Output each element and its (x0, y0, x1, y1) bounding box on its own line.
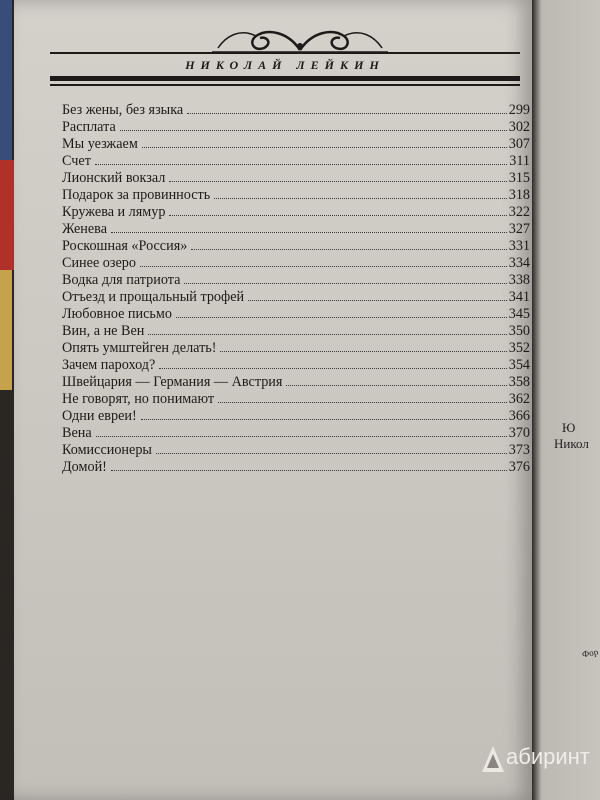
header-rule (50, 52, 520, 54)
toc-entry-title: Женева (62, 221, 107, 237)
toc-entry-page: 366 (508, 408, 530, 424)
toc-entry (62, 272, 530, 289)
toc-entry-title: Опять умштейген делать! (62, 340, 217, 356)
dot-leader (286, 385, 506, 386)
adjacent-page (532, 0, 600, 800)
toc-entry-title: Роскошная «Россия» (62, 238, 188, 254)
toc-entry-page: 354 (508, 357, 530, 373)
dot-leader (220, 351, 506, 352)
toc-entry (62, 153, 530, 170)
dot-leader (142, 147, 507, 148)
toc-entry (62, 408, 530, 425)
toc-entry-page: 370 (508, 425, 530, 441)
dot-leader (96, 436, 507, 437)
dot-leader (141, 419, 507, 420)
toc-entry (62, 391, 530, 408)
dot-leader (95, 164, 507, 165)
toc-entry-title: Водка для патриота (62, 272, 181, 288)
toc-entry-title: Расплата (62, 119, 116, 135)
toc-entry-title: Швейцария — Германия — Австрия (62, 374, 283, 390)
dot-leader (248, 300, 507, 301)
toc-entry-page: 327 (508, 221, 530, 237)
toc-entry (62, 425, 530, 442)
toc-entry (62, 306, 530, 323)
dot-leader (148, 334, 506, 335)
toc-entry-title: Вин, а не Вен (62, 323, 145, 339)
table-of-contents (62, 102, 530, 476)
toc-entry (62, 323, 530, 340)
toc-entry-title: Вена (62, 425, 92, 441)
toc-entry-title: Подарок за провинность (62, 187, 211, 203)
cover-strip (0, 160, 14, 270)
dot-leader (169, 215, 506, 216)
toc-entry (62, 102, 530, 119)
toc-entry-title: Любовное письмо (62, 306, 172, 322)
toc-entry-title: Без жены, без языка (62, 102, 184, 118)
page-fragment-text: Никол (554, 436, 589, 451)
toc-entry (62, 374, 530, 391)
toc-entry (62, 357, 530, 374)
toc-entry-page: 376 (508, 459, 530, 475)
toc-entry-title: Комиссионеры (62, 442, 152, 458)
toc-entry-title: Не говорят, но понимают (62, 391, 215, 407)
toc-entry (62, 136, 530, 153)
dot-leader (120, 130, 507, 131)
toc-entry-page: 318 (508, 187, 530, 203)
toc-entry (62, 170, 530, 187)
dot-leader (218, 402, 507, 403)
toc-entry-page: 299 (508, 102, 530, 118)
toc-entry (62, 119, 530, 136)
toc-entry-page: 358 (508, 374, 530, 390)
toc-entry-page: 350 (508, 323, 530, 339)
dot-leader (140, 266, 507, 267)
dot-leader (214, 198, 507, 199)
toc-entry-title: Мы уезжаем (62, 136, 138, 152)
toc-entry (62, 187, 530, 204)
dot-leader (111, 470, 507, 471)
toc-entry-page: 315 (508, 170, 530, 186)
toc-entry-title: Домой! (62, 459, 107, 475)
toc-entry-page: 331 (508, 238, 530, 254)
toc-entry (62, 289, 530, 306)
toc-entry-title: Зачем пароход? (62, 357, 156, 373)
toc-entry-page: 307 (508, 136, 530, 152)
toc-entry-title: Счет (62, 153, 91, 169)
toc-entry-page: 338 (508, 272, 530, 288)
dot-leader (169, 181, 506, 182)
dot-leader (187, 113, 507, 114)
labirint-logo-icon (480, 744, 506, 774)
dot-leader (156, 453, 507, 454)
toc-entry-page: 322 (508, 204, 530, 220)
toc-entry-page: 311 (509, 153, 530, 169)
header-rule (50, 76, 520, 81)
toc-entry-page: 341 (508, 289, 530, 305)
dot-leader (159, 368, 506, 369)
dot-leader (176, 317, 507, 318)
cover-strip (0, 270, 12, 390)
toc-entry-title: Отъезд и прощальный трофей (62, 289, 245, 305)
toc-entry (62, 255, 530, 272)
toc-entry-page: 373 (508, 442, 530, 458)
page-fragment-text: Ю (562, 420, 576, 435)
toc-entry-page: 334 (508, 255, 530, 271)
toc-entry (62, 221, 530, 238)
toc-entry (62, 442, 530, 459)
toc-entry-title: Кружева и лямур (62, 204, 166, 220)
dot-leader (111, 232, 507, 233)
toc-entry-page: 302 (508, 119, 530, 135)
dot-leader (191, 249, 506, 250)
toc-entry (62, 340, 530, 357)
cover-strip (0, 0, 12, 160)
toc-entry-page: 345 (508, 306, 530, 322)
toc-entry (62, 204, 530, 221)
toc-entry-page: 352 (508, 340, 530, 356)
page-fragment-text: Фор (581, 646, 599, 660)
dot-leader (184, 283, 506, 284)
watermark-text: абиринт (506, 744, 590, 769)
toc-entry (62, 459, 530, 476)
running-head-author: НИКОЛАЙ ЛЕЙКИН (185, 58, 385, 72)
toc-entry (62, 238, 530, 255)
header-rule (50, 84, 520, 86)
toc-entry-title: Синее озеро (62, 255, 136, 271)
toc-entry-title: Лионский вокзал (62, 170, 166, 186)
toc-entry-page: 362 (508, 391, 530, 407)
toc-entry-title: Одни евреи! (62, 408, 137, 424)
